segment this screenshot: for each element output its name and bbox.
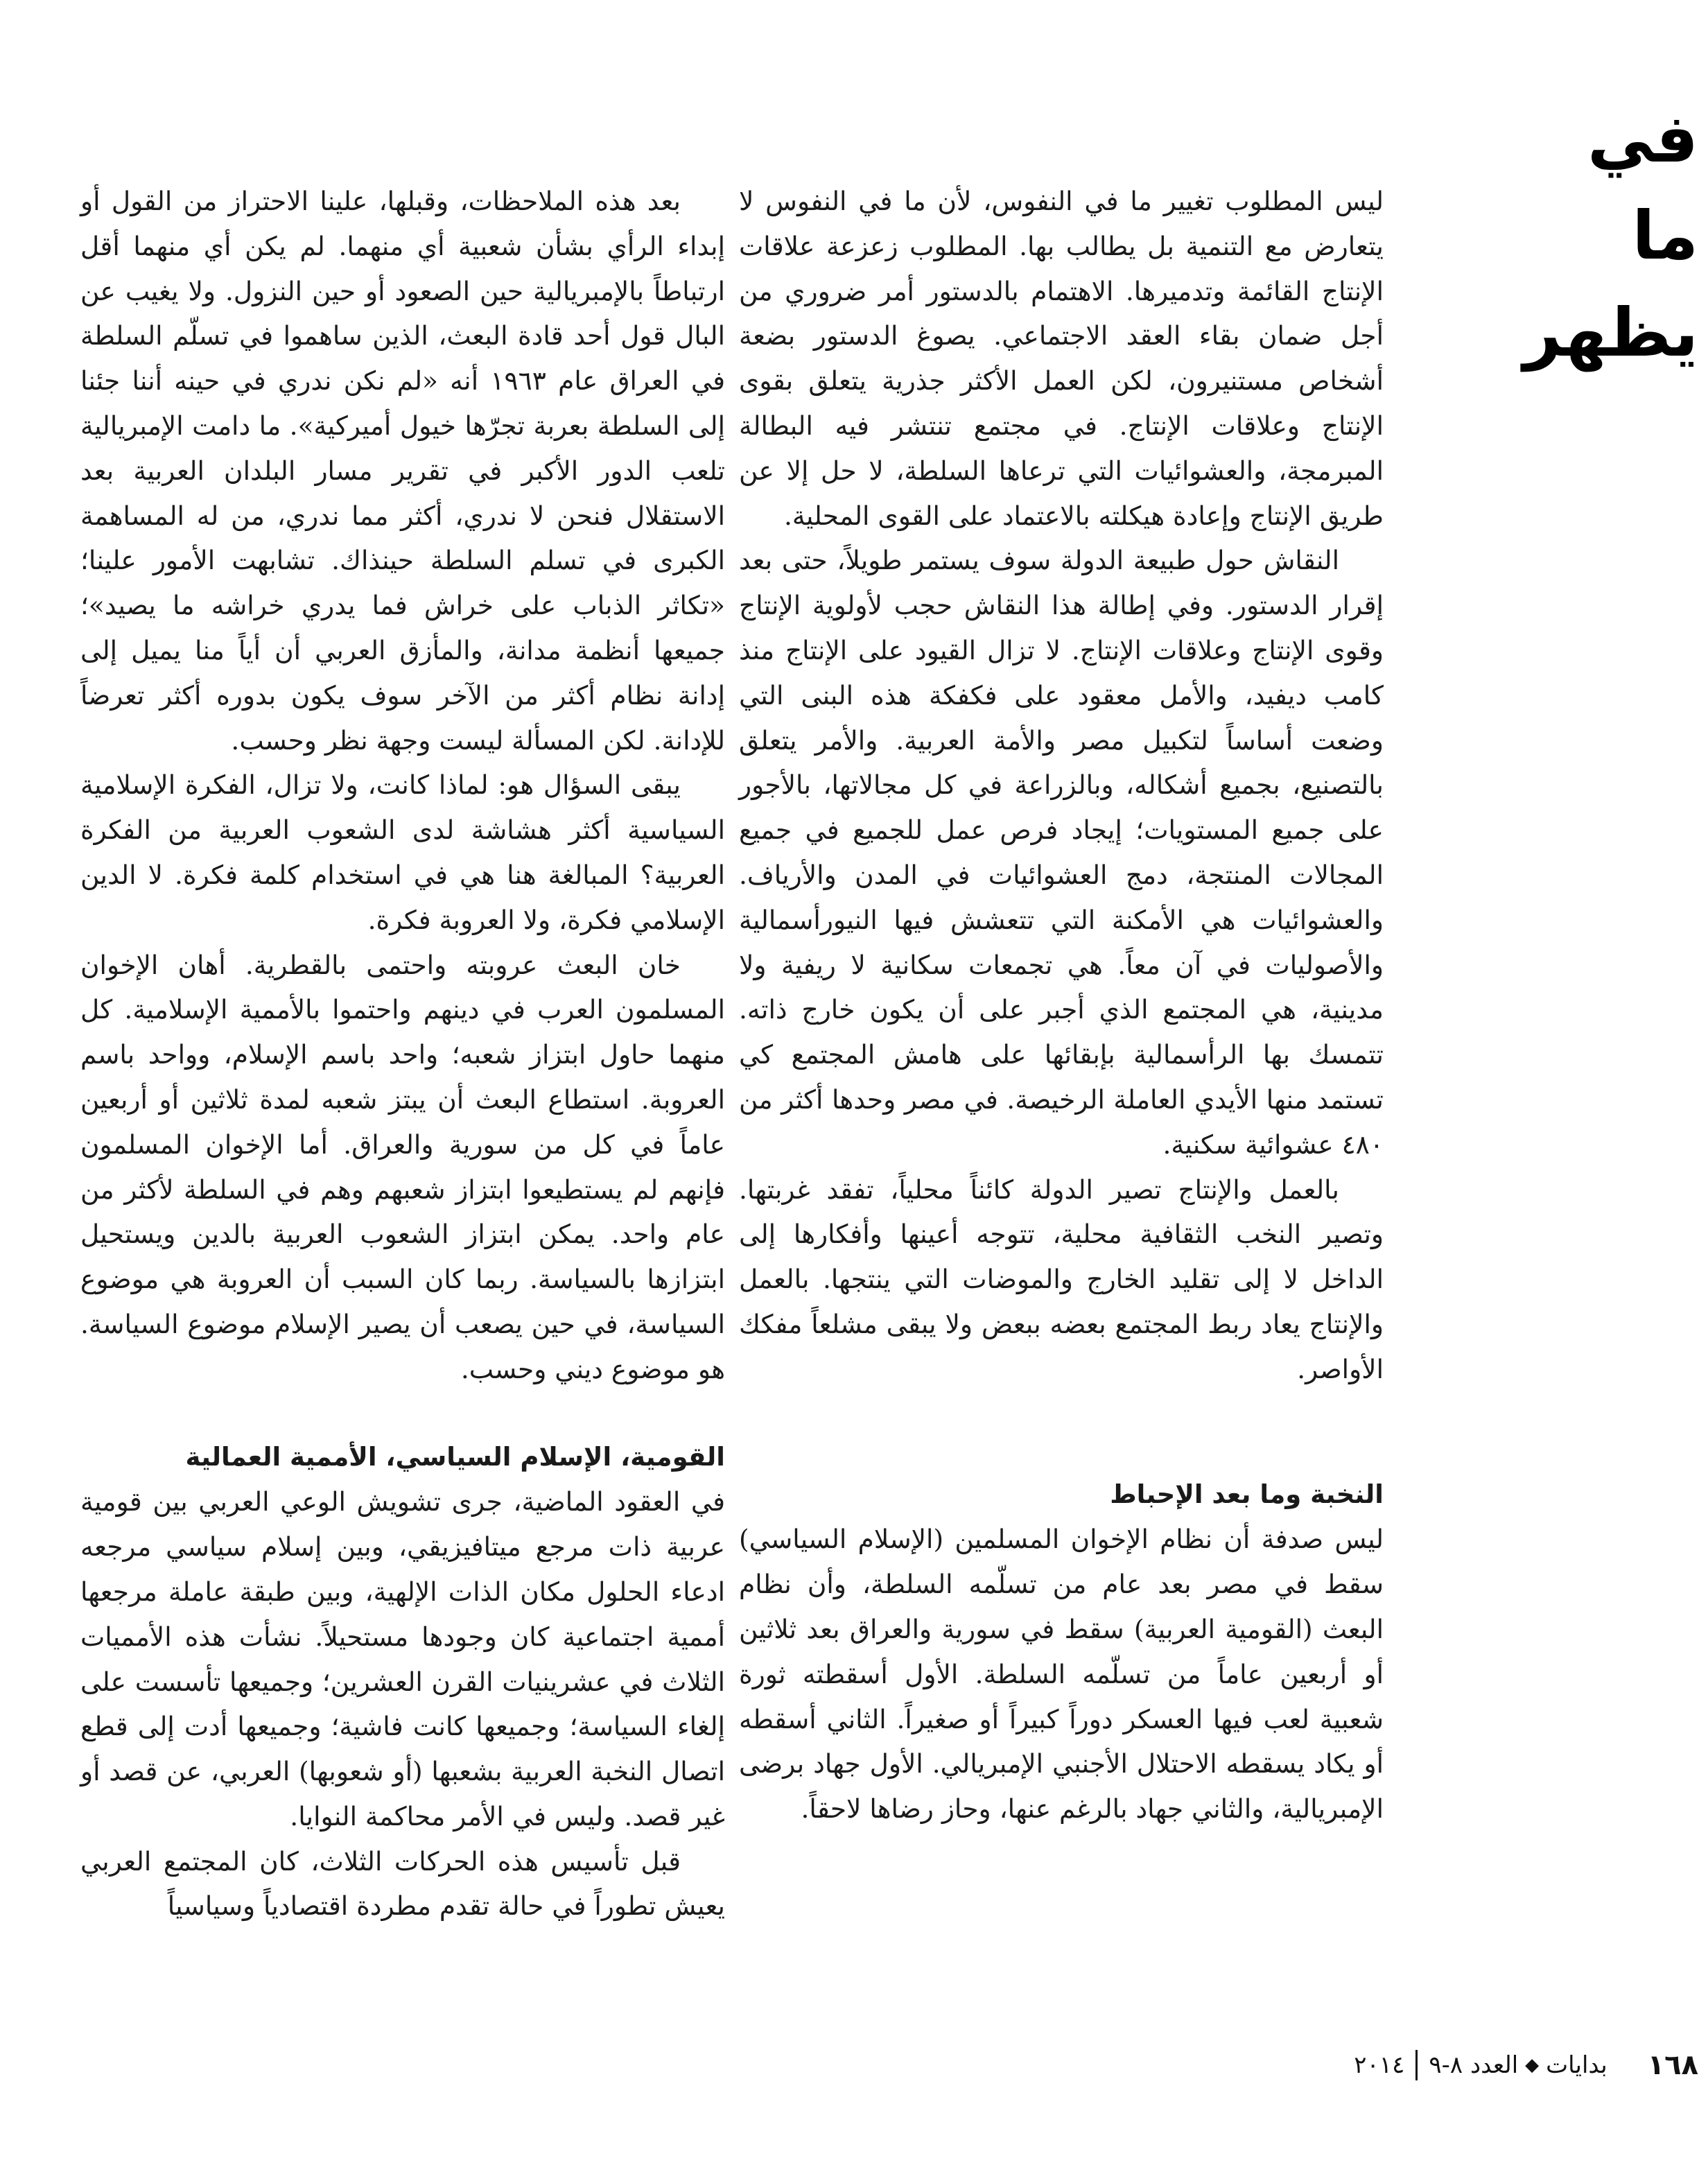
paragraph: بعد هذه الملاحظات، وقبلها، علينا الاحتراز من القول أو إبداء الرأي بشأن شعبية أي منهما. لم يكن أي منهما أقل ارتباطاً بالإمبريالية حين الصعود أو حين النزول. ولا يغيب عن البال قول أحد قادة البعث، الذين ساهموا في تسلّم السلطة في العراق عام ١٩٦٣ أنه «لم نكن ندري في حينه أننا جئنا إلى السلطة بعربة تجرّها خيول أميركية». ما دامت الإمبريالية تلعب الدور الأكبر في تقرير مسار البلدان العربية بعد الاستقلال فنحن لا ندري، أكثر مما ندري، من له المساهمة الكبرى في تسلم السلطة حينذاك. تشابهت الأمور علينا؛ «تكاثر الذباب على خراش فما يدري خراشه ما يصيد»؛ جميعها أنظمة مدانة، والمأزق العربي أن أياً منا يميل إلى إدانة نظام أكثر من الآخر سوف يكون بدوره أكثر تعرضاً للإدانة. لكن المسألة ليست وجهة نظر وحسب. — [80, 186, 725, 756]
paragraph: ليس المطلوب تغيير ما في النفوس، لأن ما في النفوس لا يتعارض مع التنمية بل يطالب بها. المطلوب زعزعة علاقات الإنتاج القائمة وتدميرها. الاهتمام بالدستور أمر ضروري من أجل ضمان بقاء العقد الاجتماعي. يصوغ الدستور بضعة أشخاص مستنيرون، لكن العمل الأكثر جذرية يتعلق بقوى الإنتاج وعلاقات الإنتاج. في مجتمع تنتشر فيه البطالة المبرمجة، والعشوائيات التي ترعاها السلطة، لا حل إلا عن طريق الإنتاج وإعادة هيكلته بالاعتماد على القوى المحلية. — [739, 186, 1384, 531]
paragraph: النقاش حول طبيعة الدولة سوف يستمر طويلاً، حتى بعد إقرار الدستور. وفي إطالة هذا النقاش حجب لأولوية الإنتاج وقوى الإنتاج وعلاقات الإنتاج. لا تزال القيود على الإنتاج منذ كامب ديفيد، والأمل معقود على فكفكة هذه البنى التي وضعت أساساً لتكبيل مصر والأمة العربية. والأمر يتعلق بالتصنيع، بجميع أشكاله، وبالزراعة في كل مجالاتها، بالأجور على جميع المستويات؛ إيجاد فرص عمل للجميع في جميع المجالات المنتجة، دمج العشوائيات في المدن والأرياف. والعشوائيات هي الأمكنة التي تتعشش فيها النيورأسمالية والأصوليات في آن معاً. هي تجمعات سكانية لا ريفية ولا مدينية، هي المجتمع الذي أجبر على أن يكون خارج ذاته. تتمسك بها الرأسمالية بإبقائها على هامش المجتمع كي تستمد منها الأيدي العاملة الرخيصة. في مصر وحدها أكثر من ٤٨٠ عشوائية سكنية. — [739, 545, 1384, 1160]
paragraph: خان البعث عروبته واحتمى بالقطرية. أهان الإخوان المسلمون العرب في دينهم واحتموا بالأممية الإسلامية. كل منهما حاول ابتزاز شعبه؛ واحد باسم الإسلام، وواحد باسم العروبة. استطاع البعث أن يبتز شعبه لمدة ثلاثين أو أربعين عاماً في كل من سورية والعراق. أما الإخوان المسلمون فإنهم لم يستطيعوا ابتزاز شعبهم وهم في السلطة لأكثر من عام واحد. يمكن ابتزاز الشعوب العربية بالدين ويستحيل ابتزازها بالسياسة. ربما كان السبب أن العروبة هي موضوع السياسة، في حين يصعب أن يصير الإسلام موضوع السياسة. هو موضوع ديني وحسب. — [80, 949, 725, 1384]
paragraph: قبل تأسيس هذه الحركات الثلاث، كان المجتمع العربي يعيش تطوراً في حالة تقدم مطردة اقتصادياً وسياسياً — [80, 1845, 725, 1922]
issue-number: العدد ٨-٩ — [1429, 2051, 1519, 2079]
footer-divider — [1415, 2050, 1418, 2080]
paragraph: يبقى السؤال هو: لماذا كانت، ولا تزال، الفكرة الإسلامية السياسية أكثر هشاشة لدى الشعوب العربية من الفكرة العربية؟ المبالغة هنا هي في استخدام كلمة فكرة. لا الدين الإسلامي فكرة، ولا العروبة فكرة. — [80, 769, 725, 935]
page-number: ١٦٨ — [1647, 2049, 1698, 2081]
paragraph: ليس صدفة أن نظام الإخوان المسلمين (الإسلام السياسي) سقط في مصر بعد عام من تسلّمه السلطة، وأن نظام البعث (القومية العربية) سقط في سورية والعراق بعد ثلاثين أو أربعين عاماً من تسلّمه السلطة. الأول أسقطته ثورة شعبية لعب فيها العسكر دوراً كبيراً أو صغيراً. الثاني أسقطه أو يكاد يسقطه الاحتلال الأجنبي الإمبريالي. الأول جهاد برضى الإمبريالية، والثاني جهاد بالرغم عنها، وحاز رضاها لاحقاً. — [739, 1524, 1384, 1825]
section-heading: القومية، الإسلام السياسي، الأممية العمالية — [185, 1441, 725, 1472]
right-column — [739, 179, 1384, 1832]
section-logo: في ما يظهر — [1523, 100, 1698, 372]
left-column — [80, 179, 725, 1929]
paragraph: بالعمل والإنتاج تصير الدولة كائناً محلياً، تفقد غربتها. وتصير النخب الثقافية محلية، تتوجه أعينها وأفكارها إلى الداخل لا إلى تقليد الخارج والموضات التي ينتجها. بالعمل والإنتاج يعاد ربط المجتمع بعضه ببعض ولا يبقى مشلعاً مفكك الأواصر. — [739, 1174, 1384, 1384]
issue-year: ٢٠١٤ — [1354, 2051, 1405, 2079]
section-heading: النخبة وما بعد الإحباط — [1110, 1479, 1384, 1509]
magazine-name: بدايات — [1546, 2051, 1607, 2079]
diamond-icon: ◆ — [1525, 2055, 1540, 2076]
paragraph: في العقود الماضية، جرى تشويش الوعي العربي بين قومية عربية ذات مرجع ميتافيزيقي، وبين إسلام سياسي مرجعه ادعاء الحلول مكان الذات الإلهية، وبين طبقة عاملة مرجعها أممية اجتماعية كان وجودها مستحيلاً. نشأت هذه الأمميات الثلاث في عشرينيات القرن العشرين؛ وجميعها تأسست على إلغاء السياسة؛ وجميعها كانت فاشية؛ وجميعها أدت إلى قطع اتصال النخبة العربية بشعبها (أو شعوبها) العربي، عن قصد أو غير قصد. وليس في الأمر محاكمة النوايا. — [80, 1486, 725, 1832]
page-footer — [1354, 2049, 1698, 2081]
